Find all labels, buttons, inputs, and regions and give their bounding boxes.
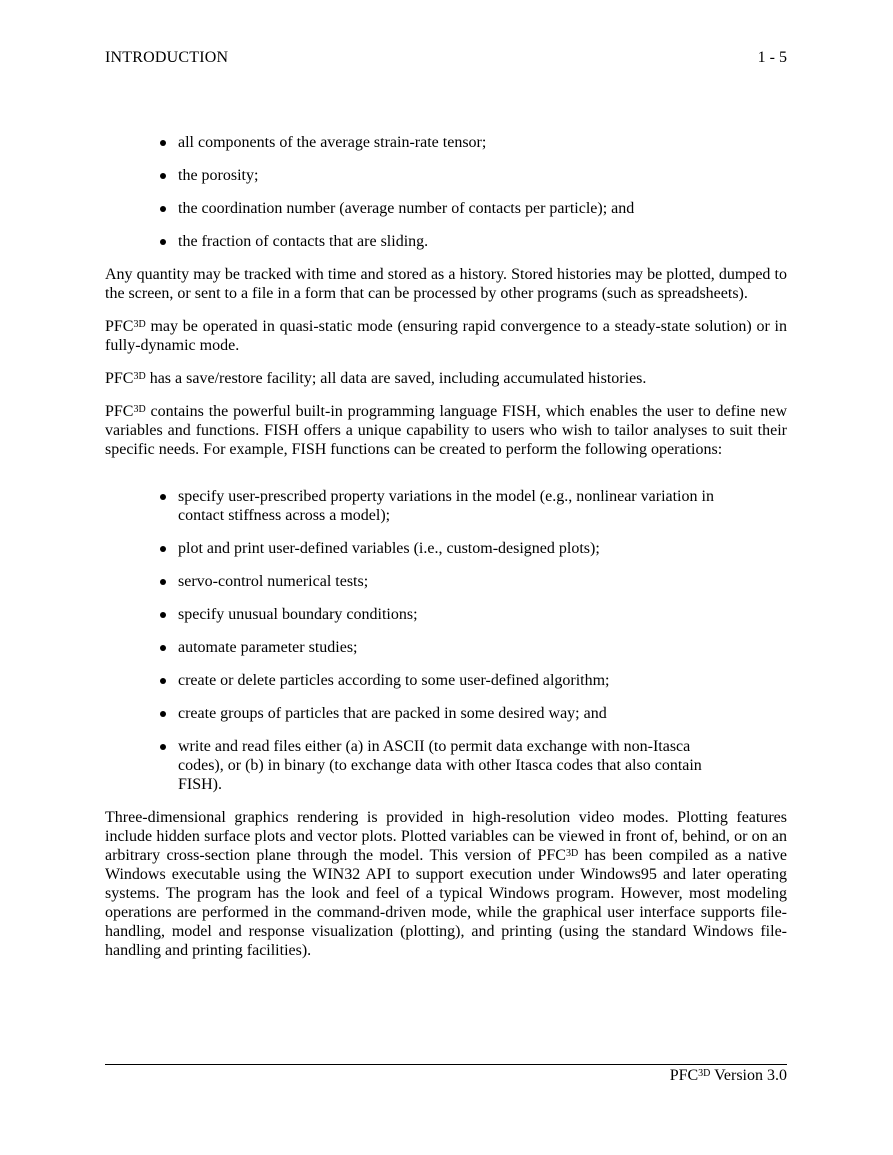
- bullet-icon: [160, 546, 166, 552]
- fish-paragraph: $PFC^{3D}$ contains the powerful built-in programming language FISH, which enables the user to define new variables and functions. FISH offers a unique capability to users who wish to tailor analyses to suit their specific needs. For example, FISH functions can be created to perform the following operations:: [105, 403, 787, 458]
- list-item: specify user-prescribed property variations in the model (e.g., nonlinear variation in contact stiffness across a model);: [105, 487, 787, 525]
- list-item: create or delete particles according to some user-defined algorithm;: [105, 671, 787, 690]
- list-item: the coordination number (average number of contacts per particle); and: [105, 199, 787, 218]
- bullet-icon: [160, 206, 166, 212]
- bullet-icon: [160, 579, 166, 585]
- list-item: automate parameter studies;: [105, 638, 787, 657]
- bullet-icon: [160, 678, 166, 684]
- list-item: servo-control numerical tests;: [105, 572, 787, 591]
- bullet-icon: [160, 140, 166, 146]
- bullet-icon: [160, 744, 166, 750]
- list-item: write and read files either (a) in ASCII (to permit data exchange with non-Itasca codes), or (b) in binary (to exchange data with other Itasca codes that also contain FISH).: [105, 737, 787, 794]
- history-paragraph: Any quantity may be tracked with time and stored as a history. Stored histories may be plotted, dumped to the screen, or sent to a file in a form that can be processed by other programs (such as spreadsheets).: [105, 266, 787, 302]
- bullet-icon: [160, 711, 166, 717]
- page-header: [105, 49, 787, 69]
- mode-paragraph: $PFC^{3D}$ may be operated in quasi-static mode (ensuring rapid convergence to a steady-state solution) or in fully-dynamic mode.: [105, 318, 787, 354]
- output-quantities-list: [105, 133, 787, 251]
- footer-rule: [105, 1064, 787, 1065]
- fish-operations-list: [105, 487, 787, 794]
- list-item: all components of the average strain-rate tensor;: [105, 133, 787, 152]
- bullet-icon: [160, 239, 166, 245]
- page-footer: $PFC^{3D}$ Version 3.0: [669, 1067, 787, 1084]
- save-restore-paragraph: $PFC^{3D}$ has a save/restore facility; all data are saved, including accumulated histories.: [105, 370, 647, 387]
- list-item: the fraction of contacts that are sliding.: [105, 232, 787, 251]
- list-item: the porosity;: [105, 166, 787, 185]
- section-title: INTRODUCTION: [105, 49, 229, 66]
- bullet-icon: [160, 612, 166, 618]
- list-item: plot and print user-defined variables (i.e., custom-designed plots);: [105, 539, 787, 558]
- bullet-icon: [160, 494, 166, 500]
- bullet-icon: [160, 645, 166, 651]
- graphics-paragraph: Three-dimensional graphics rendering is provided in high-resolution video modes. Plotting features include hidden surface plots and vector plots. Plotted variables can be viewed in front of, behind, or on an arbitrary cross-section plane through the model. This version of $PFC^{3D}$ has been compiled as a native Windows executable using the WIN32 API to support execution under Windows95 and later operating systems. The program has the look and feel of a typical Windows program. However, most modeling operations are performed in the command-driven mode, while the graphical user interface supports file-handling, model and response visualization (plotting), and printing (using the standard Windows file-handling and printing facilities).: [105, 809, 788, 959]
- page-body: [105, 133, 787, 974]
- page-number: 1 - 5: [757, 49, 787, 66]
- list-item: create groups of particles that are packed in some desired way; and: [105, 704, 787, 723]
- list-item: specify unusual boundary conditions;: [105, 605, 787, 624]
- bullet-icon: [160, 173, 166, 179]
